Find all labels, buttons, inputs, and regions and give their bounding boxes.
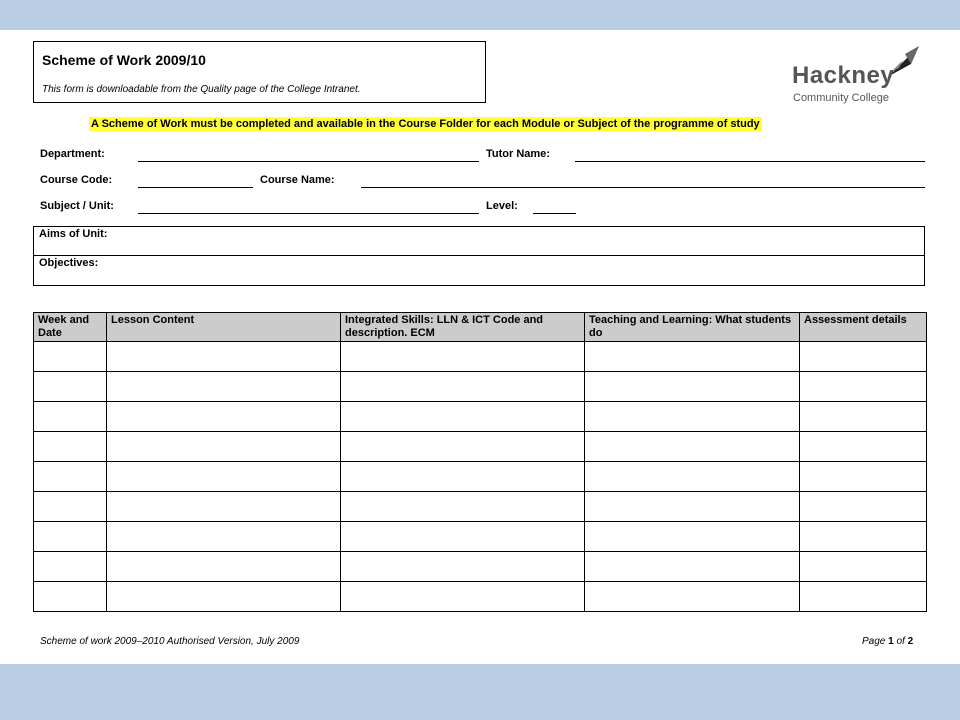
table-cell[interactable] bbox=[34, 342, 107, 372]
table-cell[interactable] bbox=[34, 462, 107, 492]
page-subtitle: This form is downloadable from the Quality page of the College Intranet. bbox=[42, 84, 361, 95]
table-row bbox=[34, 432, 927, 462]
table-cell[interactable] bbox=[341, 402, 585, 432]
level-field[interactable] bbox=[533, 213, 576, 214]
subject-unit-field[interactable] bbox=[138, 213, 479, 214]
table-cell[interactable] bbox=[34, 432, 107, 462]
table-cell[interactable] bbox=[107, 462, 341, 492]
table-cell[interactable] bbox=[34, 492, 107, 522]
aims-label: Aims of Unit: bbox=[39, 228, 108, 240]
instruction-banner: A Scheme of Work must be completed and available in the Course Folder for each Module or Subject of the programme of study bbox=[91, 118, 760, 130]
table-cell[interactable] bbox=[341, 432, 585, 462]
scheme-table bbox=[33, 312, 927, 612]
table-cell[interactable] bbox=[107, 522, 341, 552]
logo-word: Hackney bbox=[792, 62, 895, 89]
tutor-name-field[interactable] bbox=[575, 161, 925, 162]
table-cell[interactable] bbox=[585, 582, 800, 612]
page-title: Scheme of Work 2009/10 bbox=[42, 52, 206, 68]
table-cell[interactable] bbox=[107, 552, 341, 582]
table-cell[interactable] bbox=[800, 342, 927, 372]
table-row bbox=[34, 522, 927, 552]
footer-version: Scheme of work 2009–2010 Authorised Version, July 2009 bbox=[40, 636, 300, 647]
table-header-row bbox=[34, 313, 927, 342]
table-cell[interactable] bbox=[585, 402, 800, 432]
table-cell[interactable] bbox=[800, 372, 927, 402]
table-row bbox=[34, 402, 927, 432]
table-row bbox=[34, 492, 927, 522]
table-cell[interactable] bbox=[585, 342, 800, 372]
table-cell[interactable] bbox=[341, 492, 585, 522]
col-header-skills: Integrated Skills: LLN & ICT Code and description. ECM bbox=[341, 313, 585, 342]
col-header-assessment: Assessment details bbox=[800, 313, 927, 342]
course-name-label: Course Name: bbox=[260, 174, 335, 186]
table-cell[interactable] bbox=[34, 582, 107, 612]
department-label: Department: bbox=[40, 148, 105, 160]
aims-box bbox=[33, 226, 925, 286]
table-cell[interactable] bbox=[341, 522, 585, 552]
objectives-label: Objectives: bbox=[39, 257, 99, 269]
table-cell[interactable] bbox=[107, 372, 341, 402]
table-row bbox=[34, 342, 927, 372]
table-row bbox=[34, 462, 927, 492]
col-header-week: Week and Date bbox=[34, 313, 107, 342]
course-name-field[interactable] bbox=[361, 187, 925, 188]
table-cell[interactable] bbox=[34, 522, 107, 552]
department-field[interactable] bbox=[138, 161, 479, 162]
table-cell[interactable] bbox=[107, 492, 341, 522]
table-cell[interactable] bbox=[800, 492, 927, 522]
aims-row[interactable] bbox=[34, 227, 924, 256]
table-cell[interactable] bbox=[341, 372, 585, 402]
table-row bbox=[34, 582, 927, 612]
table-row bbox=[34, 372, 927, 402]
form-page bbox=[0, 30, 960, 664]
table-cell[interactable] bbox=[585, 492, 800, 522]
col-header-teaching: Teaching and Learning: What students do bbox=[585, 313, 800, 342]
table-cell[interactable] bbox=[107, 342, 341, 372]
table-cell[interactable] bbox=[34, 372, 107, 402]
course-code-field[interactable] bbox=[138, 187, 253, 188]
level-label: Level: bbox=[486, 200, 518, 212]
table-cell[interactable] bbox=[800, 552, 927, 582]
tutor-name-label: Tutor Name: bbox=[486, 148, 550, 160]
logo-subtitle: Community College bbox=[793, 92, 889, 104]
table-cell[interactable] bbox=[585, 522, 800, 552]
table-cell[interactable] bbox=[585, 372, 800, 402]
table-cell[interactable] bbox=[341, 462, 585, 492]
table-cell[interactable] bbox=[341, 552, 585, 582]
footer-page-number: Page 1 of 2 bbox=[862, 636, 914, 647]
college-logo bbox=[790, 42, 930, 112]
subject-unit-label: Subject / Unit: bbox=[40, 200, 114, 212]
table-cell[interactable] bbox=[107, 582, 341, 612]
table-cell[interactable] bbox=[800, 462, 927, 492]
table-cell[interactable] bbox=[800, 582, 927, 612]
table-cell[interactable] bbox=[585, 432, 800, 462]
table-cell[interactable] bbox=[585, 552, 800, 582]
table-cell[interactable] bbox=[800, 522, 927, 552]
table-cell[interactable] bbox=[34, 402, 107, 432]
objectives-row[interactable] bbox=[34, 256, 924, 285]
table-cell[interactable] bbox=[341, 342, 585, 372]
table-cell[interactable] bbox=[107, 432, 341, 462]
table-cell[interactable] bbox=[34, 552, 107, 582]
title-box bbox=[33, 41, 486, 103]
table-row bbox=[34, 552, 927, 582]
table-cell[interactable] bbox=[341, 582, 585, 612]
course-code-label: Course Code: bbox=[40, 174, 113, 186]
table-cell[interactable] bbox=[800, 402, 927, 432]
col-header-lesson: Lesson Content bbox=[107, 313, 341, 342]
table-cell[interactable] bbox=[800, 432, 927, 462]
table-cell[interactable] bbox=[107, 402, 341, 432]
table-cell[interactable] bbox=[585, 462, 800, 492]
